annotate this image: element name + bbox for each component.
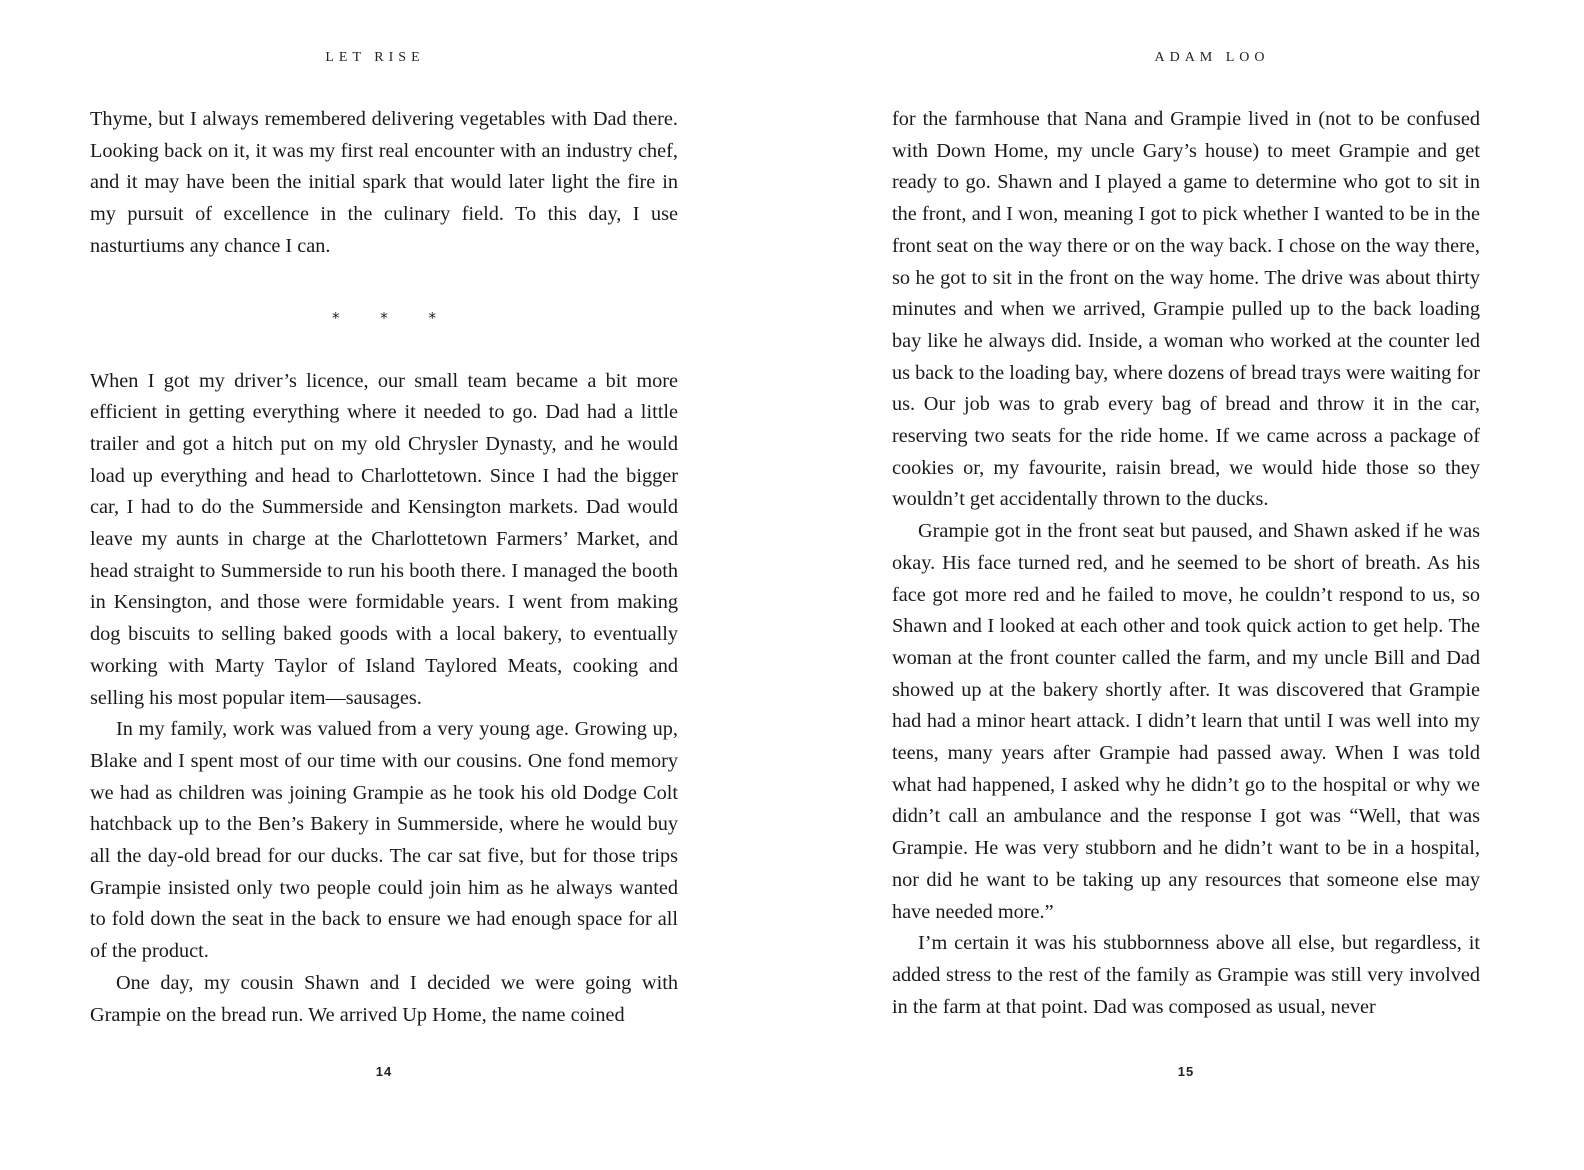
right-text-block (892, 104, 1480, 1023)
left-text-block (90, 104, 678, 1031)
section-break-asterisks: * * * (331, 309, 455, 328)
paragraph: One day, my cousin Shawn and I decided we were going with Grampie on the bread run. We arrived Up Home, the name coined (90, 971, 678, 1026)
running-head-author: ADAM LOO (1154, 50, 1270, 65)
paragraph: I’m certain it was his stubbornness above all else, but regardless, it added stress to the rest of the family as Grampie was still very involved in the farm at that point. Dad was composed as usual, never (892, 932, 1480, 1018)
paragraph: In my family, work was valued from a very young age. Growing up, Blake and I spent most of our time with our cousins. One fond memory we had as children was joining Grampie as he took his old Dodge Colt hatchback up to the Ben’s Bakery in Summerside, where he would buy all the day-old bread for our ducks. The car sat five, but for those trips Grampie insisted only two people could join him as he always wanted to fold down the seat in the back to ensure we had enough space for all of the product. (90, 718, 678, 963)
paragraph: for the farmhouse that Nana and Grampie lived in (not to be confused with Down Home, my uncle Gary’s house) to meet Grampie and get ready to go. Shawn and I played a game to determine who got to sit in the front, and I won, meaning I got to pick whether I wanted to be in the front seat on the way there or on the way back. I chose on the way there, so he got to sit in the front on the way home. The drive was about thirty minutes and when we arrived, Grampie pulled up to the back loading bay like he always did. Inside, a woman who worked at the counter led us back to the loading bay, where dozens of bread trays were waiting for us. Our job was to grab every bag of bread and throw it in the car, reserving two seats for the ride home. If we came across a package of cookies or, my favourite, raisin bread, we would hide those so they wouldn’t get accidentally thrown to the ducks. (892, 108, 1480, 511)
page-number: 14 (375, 1064, 393, 1079)
page-number: 15 (1177, 1064, 1195, 1079)
running-head-book-title: LET RISE (325, 50, 425, 65)
paragraph: When I got my driver’s licence, our small team became a bit more efficient in getting everything where it needed to go. Dad had a little trailer and got a hitch put on my old Chrysler Dynasty, and he would load up everything and head to Charlottetown. Since I had the bigger car, I had to do the Summerside and Kensington markets. Dad would leave my aunts in charge at the Charlottetown Farmers’ Market, and head straight to Summerside to run his booth there. I managed the booth in Kensington, and those were formidable years. I went from making dog biscuits to selling baked goods with a local bakery, to eventually working with Marty Taylor of Island Taylored Meats, cooking and selling his most popular item—sausages. (90, 369, 678, 709)
paragraph: Thyme, but I always remembered delivering vegetables with Dad there. Looking back on it, it was my first real encounter with an industry chef, and it may have been the initial spark that would later light the fire in my pursuit of excellence in the culinary field. To this day, I use nasturtiums any chance I can. (90, 108, 678, 257)
paragraph: Grampie got in the front seat but paused, and Shawn asked if he was okay. His face turned red, and he seemed to be short of breath. As his face got more red and he failed to move, he couldn’t respond to us, so Shawn and I looked at each other and took quick action to get help. The woman at the front counter called the farm, and my uncle Bill and Dad showed up at the bakery shortly after. It was discovered that Grampie had had a minor heart attack. I didn’t learn that until I was well into my teens, many years after Grampie had passed away. When I was told what had happened, I asked why he didn’t go to the hospital or why we didn’t call an ambulance and the response I got was “Well, that was Grampie. He was very stubborn and he didn’t want to be in a hospital, nor did he want to be taking up any resources that someone else may have needed more.” (892, 520, 1480, 923)
right-page (792, 0, 1584, 1170)
